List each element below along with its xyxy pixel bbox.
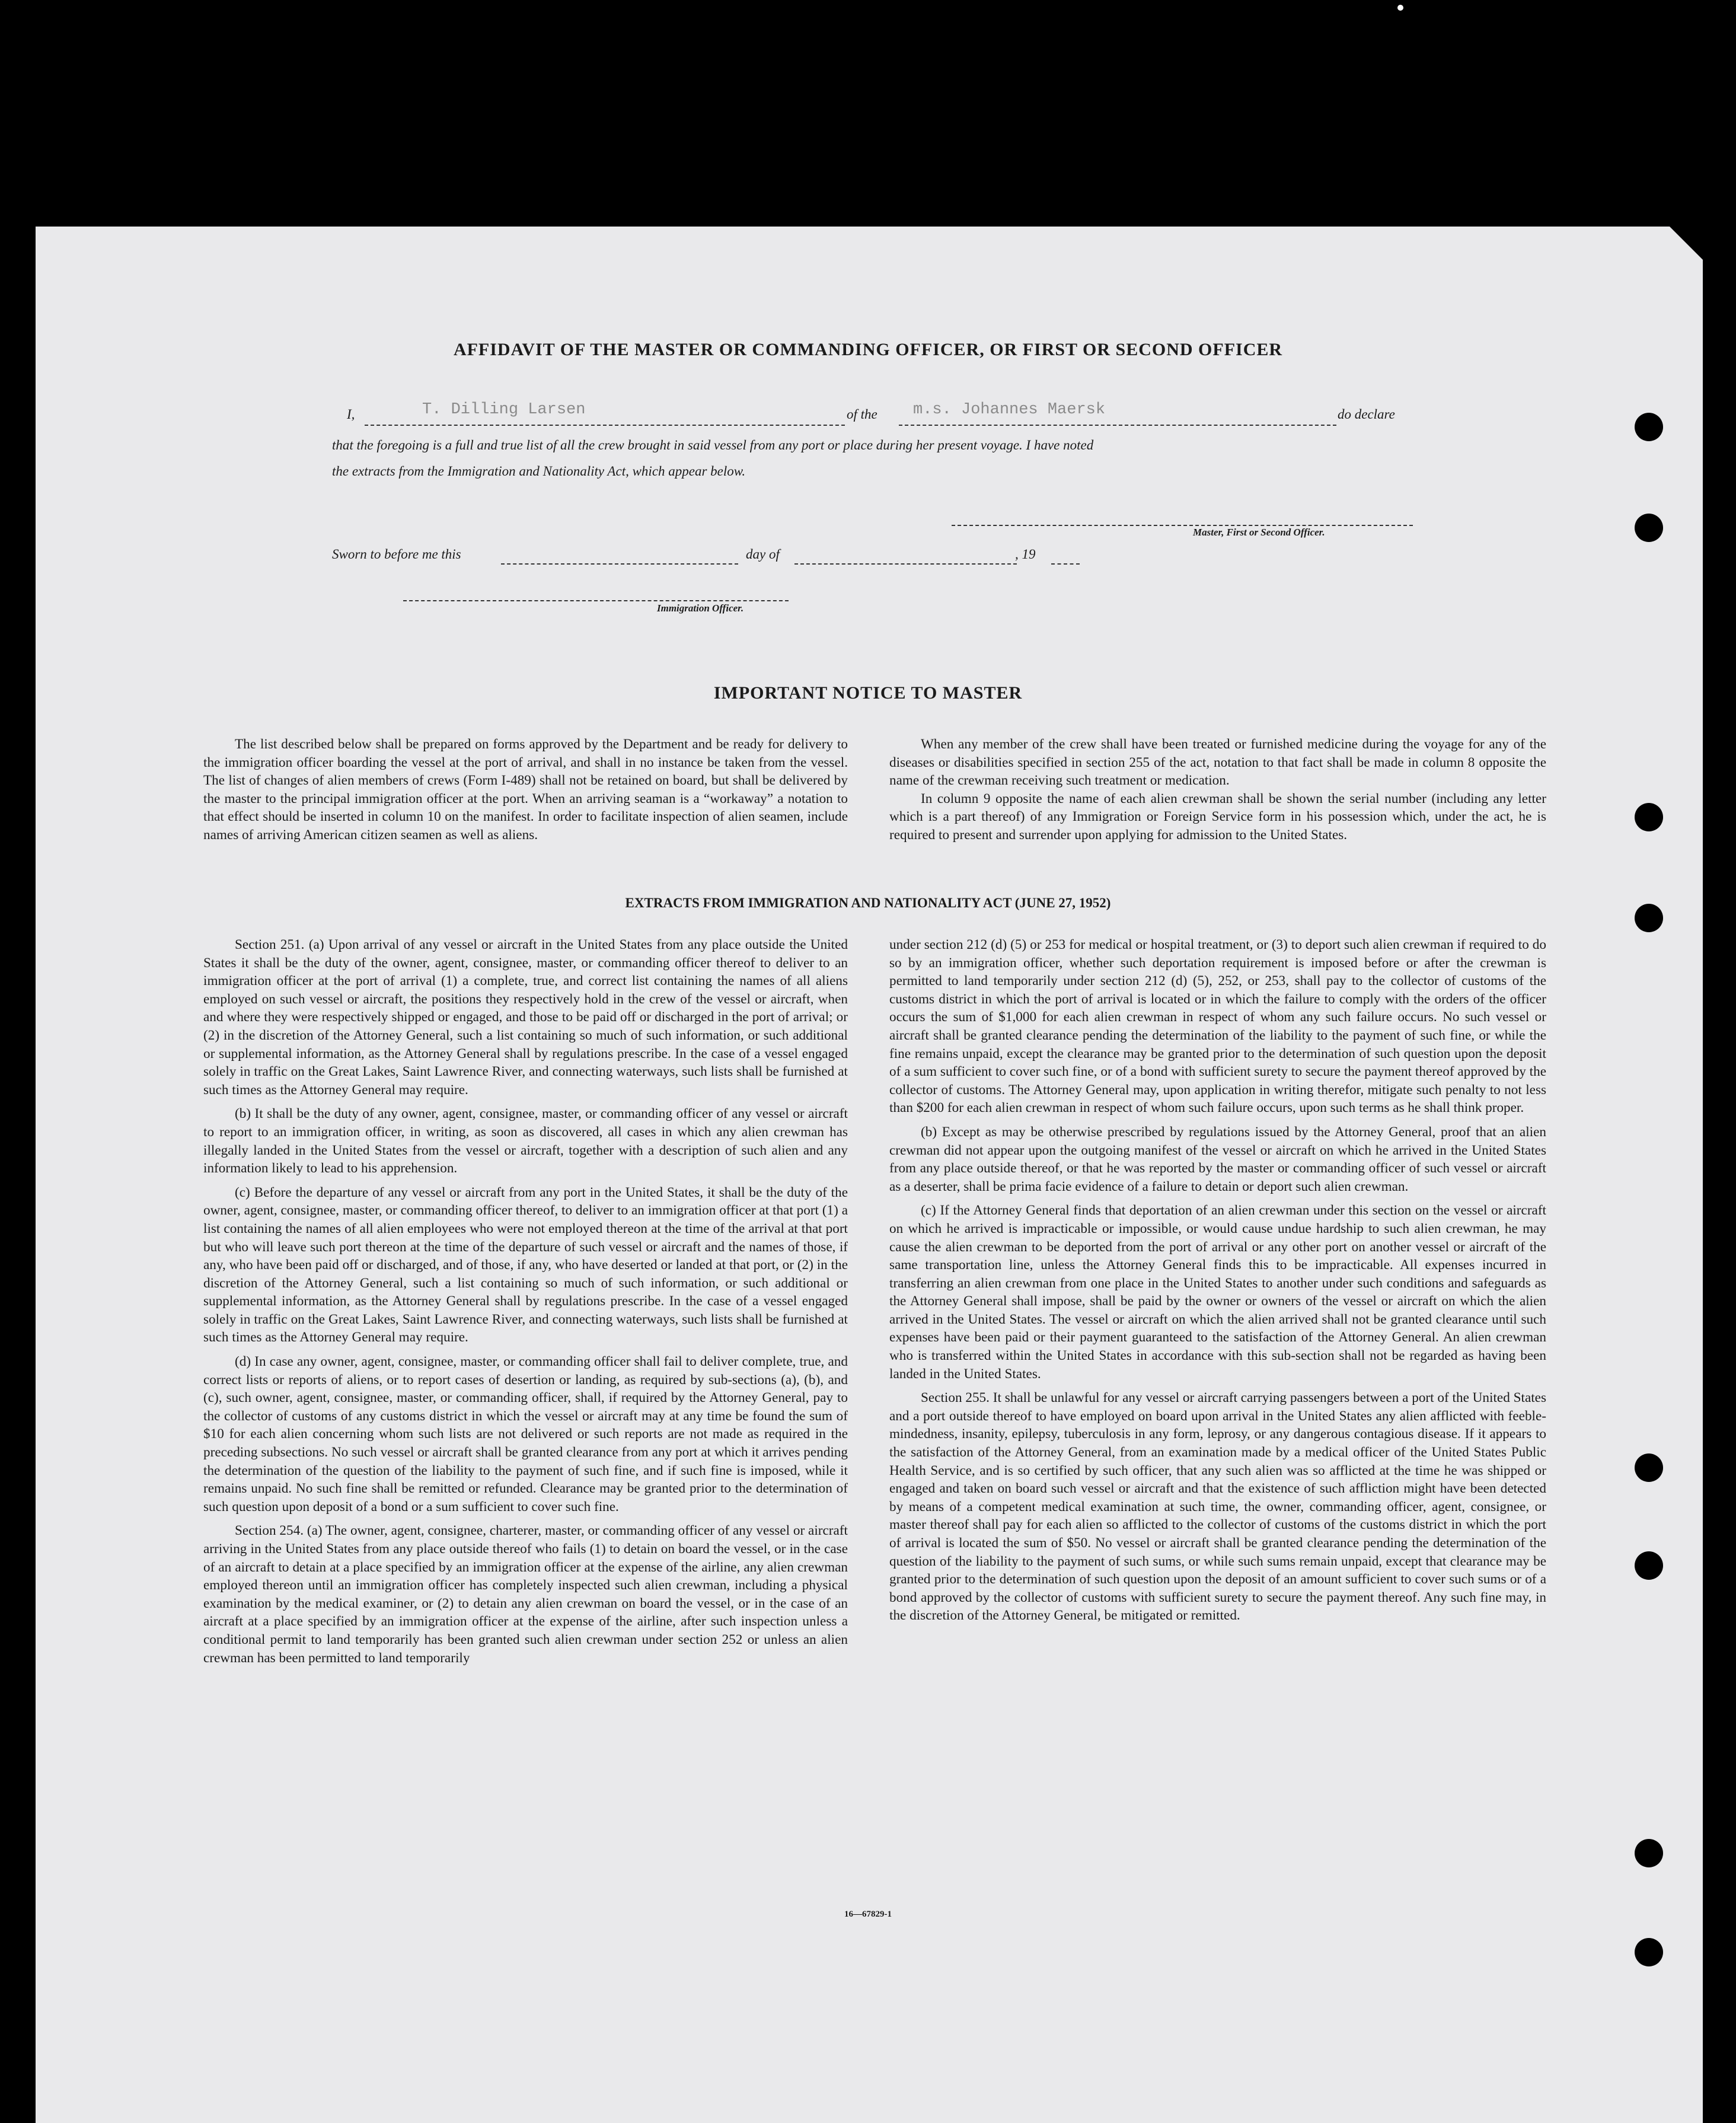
day-of-label: day of [746,547,780,562]
affidavit-statement-line1: that the foregoing is a full and true list of all the crew brought in said vessel from any port or place during her present voyage. I have noted [332,438,1094,452]
vessel-name-value: m.s. Johannes Maersk [913,401,1106,419]
sworn-year-line [1051,547,1080,565]
immigration-officer-caption: Immigration Officer. [657,603,744,614]
punch-hole [1635,803,1663,831]
scan-speck [1397,5,1403,11]
page-corner-cut [1670,227,1703,260]
do-declare-label: do declare [1338,407,1395,422]
sworn-day-line [501,547,738,565]
affidavit-title: AFFIDAVIT OF THE MASTER OR COMMANDING OFFICER, OR FIRST OR SECOND OFFICER [453,340,1283,359]
extracts-left-column [203,936,848,1673]
section-254-c: (c) If the Attorney General finds that deportation of an alien crewman under this section on the vessel or aircraft on which he arrived is impracticable or impossible, or would cause undue hardship to such alien crewman, he may cause the alien crewman to be deported from the port of arrival or any other port on another vessel or aircraft of the same transportation line, unless the Attorney General finds this to be impracticable. All expenses incurred in transferring an alien crewman from one place in the United States to another under such conditions and safeguards as the Attorney General shall impose, shall be paid by the owner or owners of the vessel or aircraft on which the alien arrived in the United States. The vessel or aircraft on which the alien arrived shall not be granted clearance until such expenses have been paid or their payment guaranteed to the satisfaction of the Attorney General. An alien crewman who is transferred within the United States in accordance with this sub-section shall not be regarded as having been landed in the United States. [889,1203,1546,1382]
of-the-label: of the [847,407,877,422]
master-name-value: T. Dilling Larsen [422,401,586,419]
section-254-a: Section 254. (a) The owner, agent, consignee, charterer, master, or commanding officer of any vessel or aircraft arriving in the United States from any place outside thereof who fails (1) to detain on board the vessel, or in the case of an aircraft to detain at a place specified by an immigration officer at the expense of the airline, any alien crewman employed thereon until an immigration officer has completely inspected such alien crewman, including a physical examination by the medical examiner, or (2) to detain any alien crewman on board the vessel, or in the case of an aircraft at a place specified by an immigration officer at the expense of the airline, after such inspection unless a conditional permit to land temporarily has been granted such alien crewman under section 252 or unless an alien crewman has been permitted to land temporarily [203,1523,848,1666]
notice-title: IMPORTANT NOTICE TO MASTER [713,683,1023,703]
section-251-a: Section 251. (a) Upon arrival of any vessel or aircraft in the United States from any place outside the United States it shall be the duty of the owner, agent, consignee, master, or commanding officer thereof to deliver to an immigration officer at the port of arrival (1) a complete, true, and correct list containing the names of all aliens employed on such vessel or aircraft, the positions they respectively hold in the crew of the vessel or aircraft, when and where they were respectively shipped or engaged, and those to be paid off or discharged in the port of arrival; or (2) in the discretion of the Attorney General, such a list containing so much of such information, or such additional or supplemental information, as the Attorney General shall by regulations prescribe. In the case of a vessel engaged solely in traffic on the Great Lakes, Saint Lawrence River, and connecting waterways, such lists shall be furnished at such times as the Attorney General may require. [203,937,848,1098]
section-251-d: (d) In case any owner, agent, consignee, master, or commanding officer shall fail to deliver complete, true, and correct lists or reports of aliens, or to report cases of desertion or landing, as required by sub-sections (a), (b), and (c), such owner, agent, consignee, master, or commanding officer, shall, if required by the Attorney General, pay to the collector of customs of any customs district in which the vessel or aircraft may at any time be found the sum of $10 for each alien concerning whom such lists are not delivered or such reports are not made as required in the preceding subsections. No such vessel or aircraft shall be granted clearance from any port at which it arrives pending the determination of the question of the liability to the payment of such fine, and if such fine is imposed, while it remains unpaid. No such fine shall be remitted or refunded. Clearance may be granted prior to the determination of such question upon deposit of a bond or a sum sufficient to cover such fine. [203,1354,848,1515]
punch-hole [1635,1938,1663,1966]
section-251-c: (c) Before the departure of any vessel or aircraft from any port in the United States, it shall be the duty of the owner, agent, consignee, master, or commanding officer thereof, to deliver to an immigration officer at that port (1) a list containing the names of all alien employees who were not employed thereon at the time of the arrival at that port but who will leave such port thereon at the time of the departure of such vessel or aircraft and the names of those, if any, who have been paid off or discharged, and of those, if any, who have deserted or landed at that port, or (2) in the discretion of the Attorney General, such a list containing so much of such information, or such additional or supplemental information, as the Attorney General shall by regulations prescribe. In the case of a vessel engaged solely in traffic on the Great Lakes, Saint Lawrence River, and connecting waterways, such lists shall be furnished at such times as the Attorney General may require. [203,1184,848,1346]
extracts-title: EXTRACTS FROM IMMIGRATION AND NATIONALITY ACT (JUNE 27, 1952) [625,895,1111,910]
affidavit-i-label: I, [347,407,355,422]
notice-left-column [203,735,848,850]
punch-hole [1635,413,1663,441]
notice-right-paragraph: When any member of the crew shall have been treated or furnished medicine during the voyage for any of the diseases or disabilities specified in section 255 of the act, notation to that fact shall be made in column 8 opposite the name of the crewman receiving such treatment or medication. [889,737,1546,789]
punch-hole [1635,1551,1663,1580]
sworn-label: Sworn to before me this [332,547,461,562]
section-251-b: (b) It shall be the duty of any owner, agent, consignee, master, or commanding officer of any vessel or aircraft to report to an immigration officer, in writing, as soon as discovered, all cases in which any alien crewman has illegally landed in the United States from the vessel or aircraft, together with a description of such alien and any information likely to lead to his apprehension. [203,1106,848,1177]
sworn-month-line [794,547,1017,565]
affidavit-statement-line2: the extracts from the Immigration and Nationality Act, which appear below. [332,464,746,479]
notice-left-paragraph: The list described below shall be prepared on forms approved by the Department and be ready for delivery to the immigration officer boarding the vessel at the port of arrival, and shall in no instance be taken from the vessel. The list of changes of alien members of crews (Form I-489) shall not be retained on board, but shall be delivered by the master to the principal immigration officer at the port. When an arriving seaman is a “workaway” a notation to that effect should be inserted in column 10 on the manifest. In order to facilitate inspection of alien seamen, include names of arriving American citizen seamen as well as aliens. [203,737,848,843]
punch-hole [1635,1453,1663,1482]
notice-right-paragraph: In column 9 opposite the name of each alien crewman shall be shown the serial number (including any letter which is a part thereof) of any Immigration or Foreign Service form in his possession which, under the act, he is required to present and surrender upon applying for admission to the United States. [889,790,1546,843]
section-254-a-continued: under section 212 (d) (5) or 253 for medical or hospital treatment, or (3) to deport such alien crewman if required to do so by an immigration officer, whether such deportation requirement is imposed before or after the crewman is permitted to land temporarily under section 212 (d) (5), 252, or 253, shall pay to the collector of customs of the customs district in which the port of arrival is located or in which the failure to comply with the orders of the officer occurs the sum of $1,000 for each alien crewman in respect of whom any such failure occurs. No such vessel or aircraft shall be granted clearance pending the determination of the liability to the payment of such fine, or while the fine remains unpaid, except the clearance may be granted prior to the determination of such question upon the deposit of a sum sufficient to cover such fine, or of a bond with sufficient surety to secure the payment thereof approved by the collector of customs. The Attorney General may, upon application in writing therefor, mitigate such penalty to not less than $200 for each alien crewman in respect of whom such failure occurs, upon such terms as he shall think proper. [889,937,1546,1116]
year-label: , 19 [1015,547,1036,562]
punch-hole [1635,1839,1663,1867]
officer-signature-line [403,584,789,601]
punch-hole [1635,514,1663,542]
master-caption: Master, First or Second Officer. [1193,527,1325,538]
master-signature-line [952,508,1413,526]
extracts-right-column [889,936,1546,1631]
section-255: Section 255. It shall be unlawful for any vessel or aircraft carrying passengers between a port of the United States and a port outside thereof to have employed on board upon arrival in the United States any alien afflicted with feeble-mindedness, insanity, epilepsy, tuberculosis in any form, leprosy, or any dangerous contagious disease. If it appears to the satisfaction of the Attorney General, from an examination made by a medical officer of the United States Public Health Service, and is so certified by such officer, that any such alien was so afflicted at the time he was shipped or engaged and taken on board such vessel or aircraft and that the existence of such affliction might have been detected by means of a competent medical examination at such time, the owner, commanding officer, agent, consignee, or master thereof shall pay for each alien so afflicted to the collector of customs of the customs district in which the port of arrival is located the sum of $50. No vessel or aircraft shall be granted clearance pending the determination of the question of the liability to the payment of such sums, or while such sums remain unpaid, except that clearance may be granted prior to the determination of such question upon the deposit of an amount sufficient to cover such sums or of a bond approved by the collector of customs with sufficient surety to secure the payment thereof. Any such fine may, in the discretion of the Attorney General, be mitigated or remitted. [889,1390,1546,1624]
section-254-b: (b) Except as may be otherwise prescribed by regulations issued by the Attorney General, proof that an alien crewman did not appear upon the outgoing manifest of the vessel or aircraft on which he arrived in the United States from any place outside thereof, or that he was reported by the master or commanding officer of such vessel or aircraft as a deserter, shall be prima facie evidence of a failure to detain or deport such alien crewman. [889,1124,1546,1194]
notice-right-column [889,735,1546,850]
form-number: 16—67829-1 [844,1910,892,1919]
